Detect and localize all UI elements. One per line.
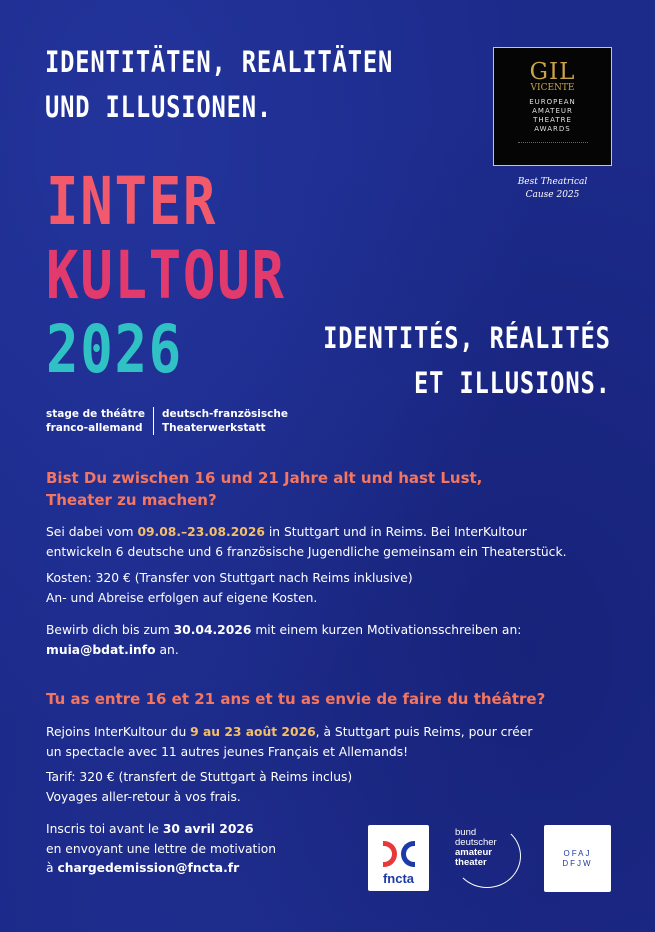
award-vicente: VICENTE: [530, 83, 575, 93]
headline-french: [323, 316, 611, 406]
bdat-text: theater: [455, 857, 487, 868]
headline-german: [45, 40, 393, 130]
ofaj-text: OFAJ: [563, 848, 592, 858]
german-deadline: 30.04.2026: [173, 623, 252, 637]
interkultour-logo: [46, 165, 346, 387]
award-caption: [493, 176, 612, 202]
french-dates: 9 au 23 août 2026: [190, 725, 316, 739]
german-dates: 09.08.–23.08.2026: [137, 525, 265, 539]
text: in Stuttgart und in Reims. Bei InterKultour: [264, 525, 527, 539]
subtitle-german-line-1: deutsch-französische: [161, 408, 288, 420]
subtitle-german: [153, 407, 296, 435]
award-text-line: THEATRE: [533, 116, 572, 124]
award-fine-print: [518, 142, 588, 148]
dfjw-text: DFJW: [562, 858, 593, 868]
logo-line-kultour: KULTOUR: [46, 237, 286, 314]
award-gil: GIL: [529, 59, 576, 85]
german-section: [46, 467, 626, 660]
text: Voyages aller-retour à vos frais.: [46, 789, 241, 804]
text: Kosten: 320 € (Transfer von Stuttgart nach Reims inklusive): [46, 571, 413, 585]
text: an.: [155, 642, 179, 657]
text: en envoyant une lettre de motivation: [46, 841, 277, 856]
headline-german-line-2: UND ILLUSIONEN.: [45, 90, 273, 124]
german-paragraph-costs: [46, 569, 626, 608]
subtitle-german-line-2: Theaterwerkstatt: [161, 422, 266, 434]
award-text: [529, 98, 576, 134]
text: Bewirb dich bis zum: [46, 623, 174, 637]
ofaj-dfjw-logo: [544, 825, 611, 892]
german-heading-line-2: Theater zu machen?: [46, 491, 217, 509]
logo-line-year: 2026: [46, 311, 183, 388]
text: Tarif: 320 € (transfert de Stuttgart à Reims inclus): [46, 770, 353, 784]
german-email-link[interactable]: muia@bdat.info: [46, 642, 156, 657]
fncta-text: fncta: [382, 871, 415, 886]
subtitle-french: [46, 407, 153, 435]
award-caption-line-1: Best Theatrical: [517, 177, 588, 187]
text: à: [46, 861, 58, 875]
bdat-arc-icon: [453, 824, 521, 888]
fncta-logo: [368, 825, 429, 891]
french-section: [46, 688, 626, 879]
award-text-line: AMATEUR: [532, 107, 573, 115]
text: un spectacle avec 11 autres jeunes Français et Allemands!: [46, 744, 409, 759]
text: Rejoins InterKultour du: [46, 725, 191, 739]
headline-french-line-1: IDENTITÉS, RÉALITÉS: [323, 321, 611, 355]
bdat-text: bund: [455, 827, 477, 838]
bdat-logo: [455, 828, 525, 888]
text: An- und Abreise erfolgen auf eigene Kosten.: [46, 590, 318, 605]
headline-french-line-2: ET ILLUSIONS.: [414, 366, 611, 400]
french-paragraph-dates: [46, 723, 626, 762]
french-paragraph-costs: [46, 768, 626, 807]
text: Sei dabei vom: [46, 525, 138, 539]
award-caption-line-2: Cause 2025: [525, 190, 580, 200]
gil-vicente-award-logo: [493, 47, 612, 166]
award-text-line: AWARDS: [534, 125, 571, 133]
german-paragraph-apply: [46, 621, 626, 660]
french-heading: Tu as entre 16 et 21 ans et tu as envie de faire du théâtre?: [46, 690, 546, 708]
text: entwickeln 6 deutsche und 6 französische Jugendliche gemeinsam ein Theaterstück.: [46, 544, 567, 559]
subtitle: [46, 407, 296, 435]
french-deadline: 30 avril 2026: [162, 822, 254, 836]
subtitle-french-line-1: stage de théâtre: [46, 408, 145, 420]
subtitle-french-line-2: franco-allemand: [46, 422, 143, 434]
fncta-mark-icon: [381, 841, 417, 867]
french-paragraph-apply: [46, 820, 626, 879]
german-paragraph-dates: [46, 523, 626, 562]
french-email-link[interactable]: chargedemission@fncta.fr: [57, 861, 240, 875]
german-heading: [46, 467, 626, 511]
text: , à Stuttgart puis Reims, pour créer: [315, 725, 533, 739]
german-heading-line-1: Bist Du zwischen 16 und 21 Jahre alt und hast Lust,: [46, 469, 483, 487]
award-text-line: EUROPEAN: [529, 98, 576, 106]
bdat-text: amateur: [455, 847, 492, 858]
logo-line-inter: INTER: [46, 163, 218, 240]
text: Inscris toi avant le: [46, 822, 163, 836]
text: mit einem kurzen Motivationsschreiben an:: [251, 623, 522, 637]
headline-german-line-1: IDENTITÄTEN, REALITÄTEN: [45, 45, 394, 79]
bdat-text: deutscher: [455, 837, 497, 848]
